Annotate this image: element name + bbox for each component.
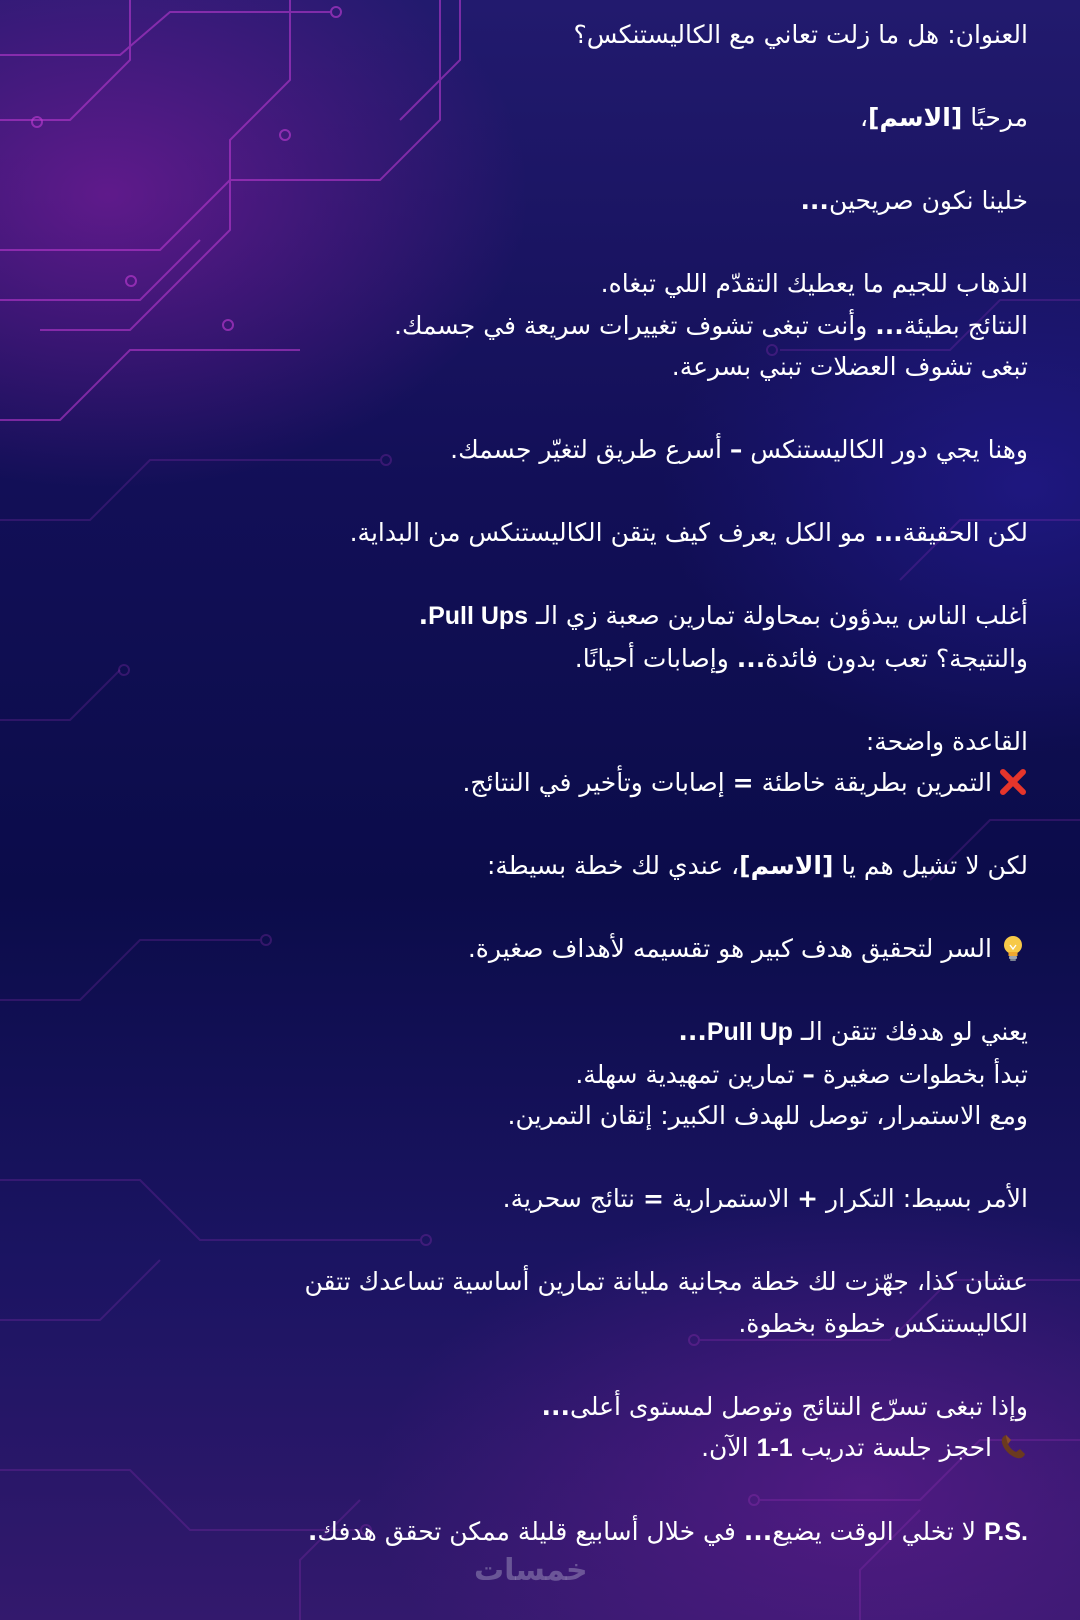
recipient-name-placeholder: [الاسم] (868, 103, 963, 132)
plan-intro-line (168, 845, 1028, 887)
email-body (168, 14, 1028, 1554)
gym-line-1: الذهاب للجيم ما يعطيك التقدّم اللي تبغاه. (600, 269, 1028, 298)
secret-line (168, 928, 1028, 970)
free-plan-paragraph: عشان كذا، جهّزت لك خطة مجانية مليانة تمارين أساسية تساعدك تتقن الكاليستنكس خطوة بخطوة. (304, 1267, 1028, 1338)
people-text: أغلب الناس يبدؤون بمحاولة تمارين صعبة زي الـ (528, 601, 1028, 630)
calisthenics-role-line (168, 429, 1028, 471)
equals-sign: = (642, 1184, 664, 1213)
greeting-text: مرحبًا (962, 103, 1028, 132)
truth-text-end: مو الكل يعرف كيف يتقن الكاليستنكس من البداية. (349, 518, 875, 547)
honest-text: خلينا نكون صريحين (828, 186, 1028, 215)
recipient-name-placeholder: [الاسم] (739, 851, 834, 880)
plus-sign: + (797, 1184, 819, 1213)
pullup-line-2 (168, 1054, 1028, 1096)
pullup-text: يعني لو هدفك تتقن الـ (792, 1017, 1028, 1046)
book-session-text: احجز جلسة تدريب (792, 1433, 992, 1462)
people-line-1 (168, 595, 1028, 638)
period: . (307, 1517, 318, 1546)
ellipsis: ... (743, 1517, 773, 1546)
result-text-end: وإصابات أحيانًا. (574, 643, 737, 673)
gym-line-2-start: النتائج بطيئة (903, 310, 1028, 340)
secret-text: السر لتحقيق هدف كبير هو تقسيمه لأهداف صغيرة. (467, 934, 992, 963)
role-text-start: وهنا يجي دور الكاليستنكس (742, 435, 1028, 464)
one-on-one-term: 1-1 (756, 1434, 793, 1462)
role-text-end: أسرع طريق لتغيّر جسمك. (450, 435, 730, 464)
rule-heading: القاعدة واضحة: (865, 726, 1028, 756)
pullup-line-3: ومع الاستمرار، توصل للهدف الكبير: إتقان التمرين. (507, 1101, 1028, 1130)
ellipsis: ... (875, 310, 904, 340)
gym-line-2-end: وأنت تبغى تشوف تغييرات سريعة في جسمك. (394, 310, 876, 340)
telephone-icon (998, 1432, 1028, 1462)
honest-line (168, 180, 1028, 222)
pull-up-term: Pull Up (706, 1018, 793, 1046)
rule-text-start: التمرين بطريقة خاطئة (753, 768, 992, 797)
rule-text-end: إصابات وتأخير في النتائج. (462, 768, 733, 797)
booking-line-2 (168, 1427, 1028, 1470)
plan-intro-end: ، عندي لك خطة بسيطة: (486, 851, 740, 880)
ellipsis: ... (874, 518, 903, 547)
dash: – (802, 1059, 815, 1089)
ellipsis: ... (800, 186, 829, 215)
greeting-comma: ، (859, 103, 869, 132)
ellipsis: ... (541, 1391, 570, 1421)
pullup-line-1 (168, 1011, 1028, 1054)
ps-line (168, 1511, 1028, 1554)
formula-line (168, 1178, 1028, 1220)
booking-text: وإذا تبغى تسرّع النتائج وتوصل لمستوى أعلى (570, 1391, 1028, 1421)
result-text-start: والنتيجة؟ تعب بدون فائدة (765, 643, 1028, 673)
booking-line-1 (168, 1386, 1028, 1428)
ps-text-end: في خلال أسابيع قليلة ممكن تحقق هدفك (317, 1517, 744, 1546)
equals-sign: = (732, 768, 754, 797)
khamsat-watermark: خمسات (474, 1553, 588, 1588)
formula-text-middle: الاستمرارية (663, 1184, 798, 1213)
greeting (168, 97, 1028, 139)
dash: – (729, 435, 743, 464)
truth-line (168, 512, 1028, 554)
formula-text-end: نتائج سحرية. (502, 1184, 643, 1213)
cross-mark-icon (998, 767, 1028, 797)
gym-line-3: تبغى تشوف العضلات تبني بسرعة. (671, 352, 1028, 381)
lightbulb-icon (998, 933, 1028, 963)
ps-text-start: لا تخلي الوقت يضيع (772, 1517, 984, 1546)
now-text: الآن. (701, 1433, 757, 1462)
rule-line (168, 762, 1028, 804)
steps-text-end: تمارين تمهيدية سهلة. (575, 1059, 803, 1089)
period: . (418, 601, 429, 630)
email-subject: العنوان: هل ما زلت تعاني مع الكاليستنكس؟ (573, 20, 1028, 49)
pull-ups-term: Pull Ups (428, 602, 529, 630)
ellipsis: ... (678, 1017, 707, 1046)
truth-text-start: لكن الحقيقة (902, 518, 1028, 547)
plan-intro-start: لكن لا تشيل هم يا (833, 851, 1028, 880)
ps-label: P.S. (983, 1518, 1028, 1546)
people-line-2 (168, 638, 1028, 680)
ellipsis: ... (736, 643, 766, 673)
steps-text-start: تبدأ بخطوات صغيرة (814, 1059, 1028, 1089)
formula-text-start: الأمر بسيط: التكرار (818, 1184, 1028, 1213)
gym-line-2 (168, 305, 1028, 347)
